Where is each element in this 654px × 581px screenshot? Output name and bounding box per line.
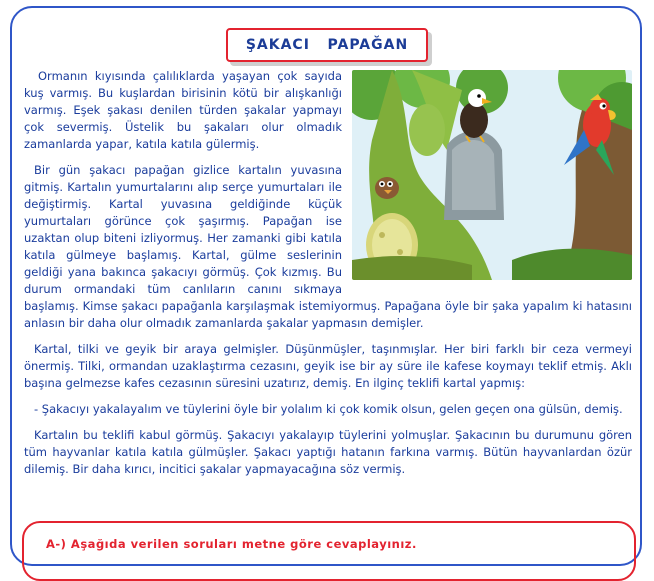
forest-scene [352,70,632,280]
page-title: ŞAKACI PAPAĞAN [245,37,409,53]
story-paragraph: Kartalın bu teklifi kabul görmüş. Şakacıyı yakalayıp tüylerini yolmuşlar. Şakacının bu durumunu gören tüm hayvanlar katıla katıla gülmüşler. Şakacı yaptığı hatanın farkına varmış. Bütün hayvanlardan özür dilemiş. Bir daha kırıcı, incitici şakalar yapmayacağına söz vermiş. [24,428,632,476]
story-illustration [352,70,632,280]
story-paragraph: Ormanın kıyısında çalılıklarda yaşayan çok sayıda kuş varmış. Bu kuşlardan birisinin kötü bir alışkanlığı varmış. Eşek şakası denilen türden şakalar yapmayı çok severmiş. Üstelik bu şakaları olur olmadık zamanlarda yapar, katıla katıla gülermiş. [24,69,342,151]
story-paragraph: Kartal, tilki ve geyik bir araya gelmişler. Düşünmüşler, taşınmışlar. Her biri farklı bir ceza vermeyi önermiş. Tilki, ormandan uzaklaştırma cezasını, geyik ise bir ay süre ile kafese koymayı teklif etmiş. Aklı başına gelmezse kafes cezasının süresini uzatırız, demiş. En ilginç teklifi kartal yapmış: [24,342,632,390]
title-box [226,28,428,62]
sparrow-icon [375,177,399,199]
questions-header: A-) Aşağıda verilen soruları metne göre cevaplayınız. [46,537,417,551]
rock-icon [444,131,504,220]
story-text [24,68,632,487]
story-paragraph: - Şakacıyı yakalayalım ve tüylerini öyle bir yolalım ki çok komik olsun, gelen geçen ona gülsün, demiş. [34,402,623,416]
questions-box [22,521,636,581]
story-paragraph: Bir gün şakacı papağan gizlice kartalın yuvasına gitmiş. Kartalın yumurtalarını alıp serçe yumurtaları ile değiştirmiş. Kartal yuvasına geldiğinde küçük yumurtaları görünce çok şaşırmış. Papağan ise uzaktan olup biteni izliyormuş. Her zamanki gibi katıla katıla gülmeye başlamış. Kartal, gülme seslerinin geldiği yana bakınca şakacıyı görmüş. Çok kızmış. Bu durum ormandaki tüm canlıların canını sıkmaya başlamış. Kimse şakacı papağanla karşılaşmak istemiyormuş. Papağana öyle bir şaka yapalım ki hatasını anlasın bir daha olur olmadık zamanlarda şakalar yapmasın demişler. [24,163,632,330]
